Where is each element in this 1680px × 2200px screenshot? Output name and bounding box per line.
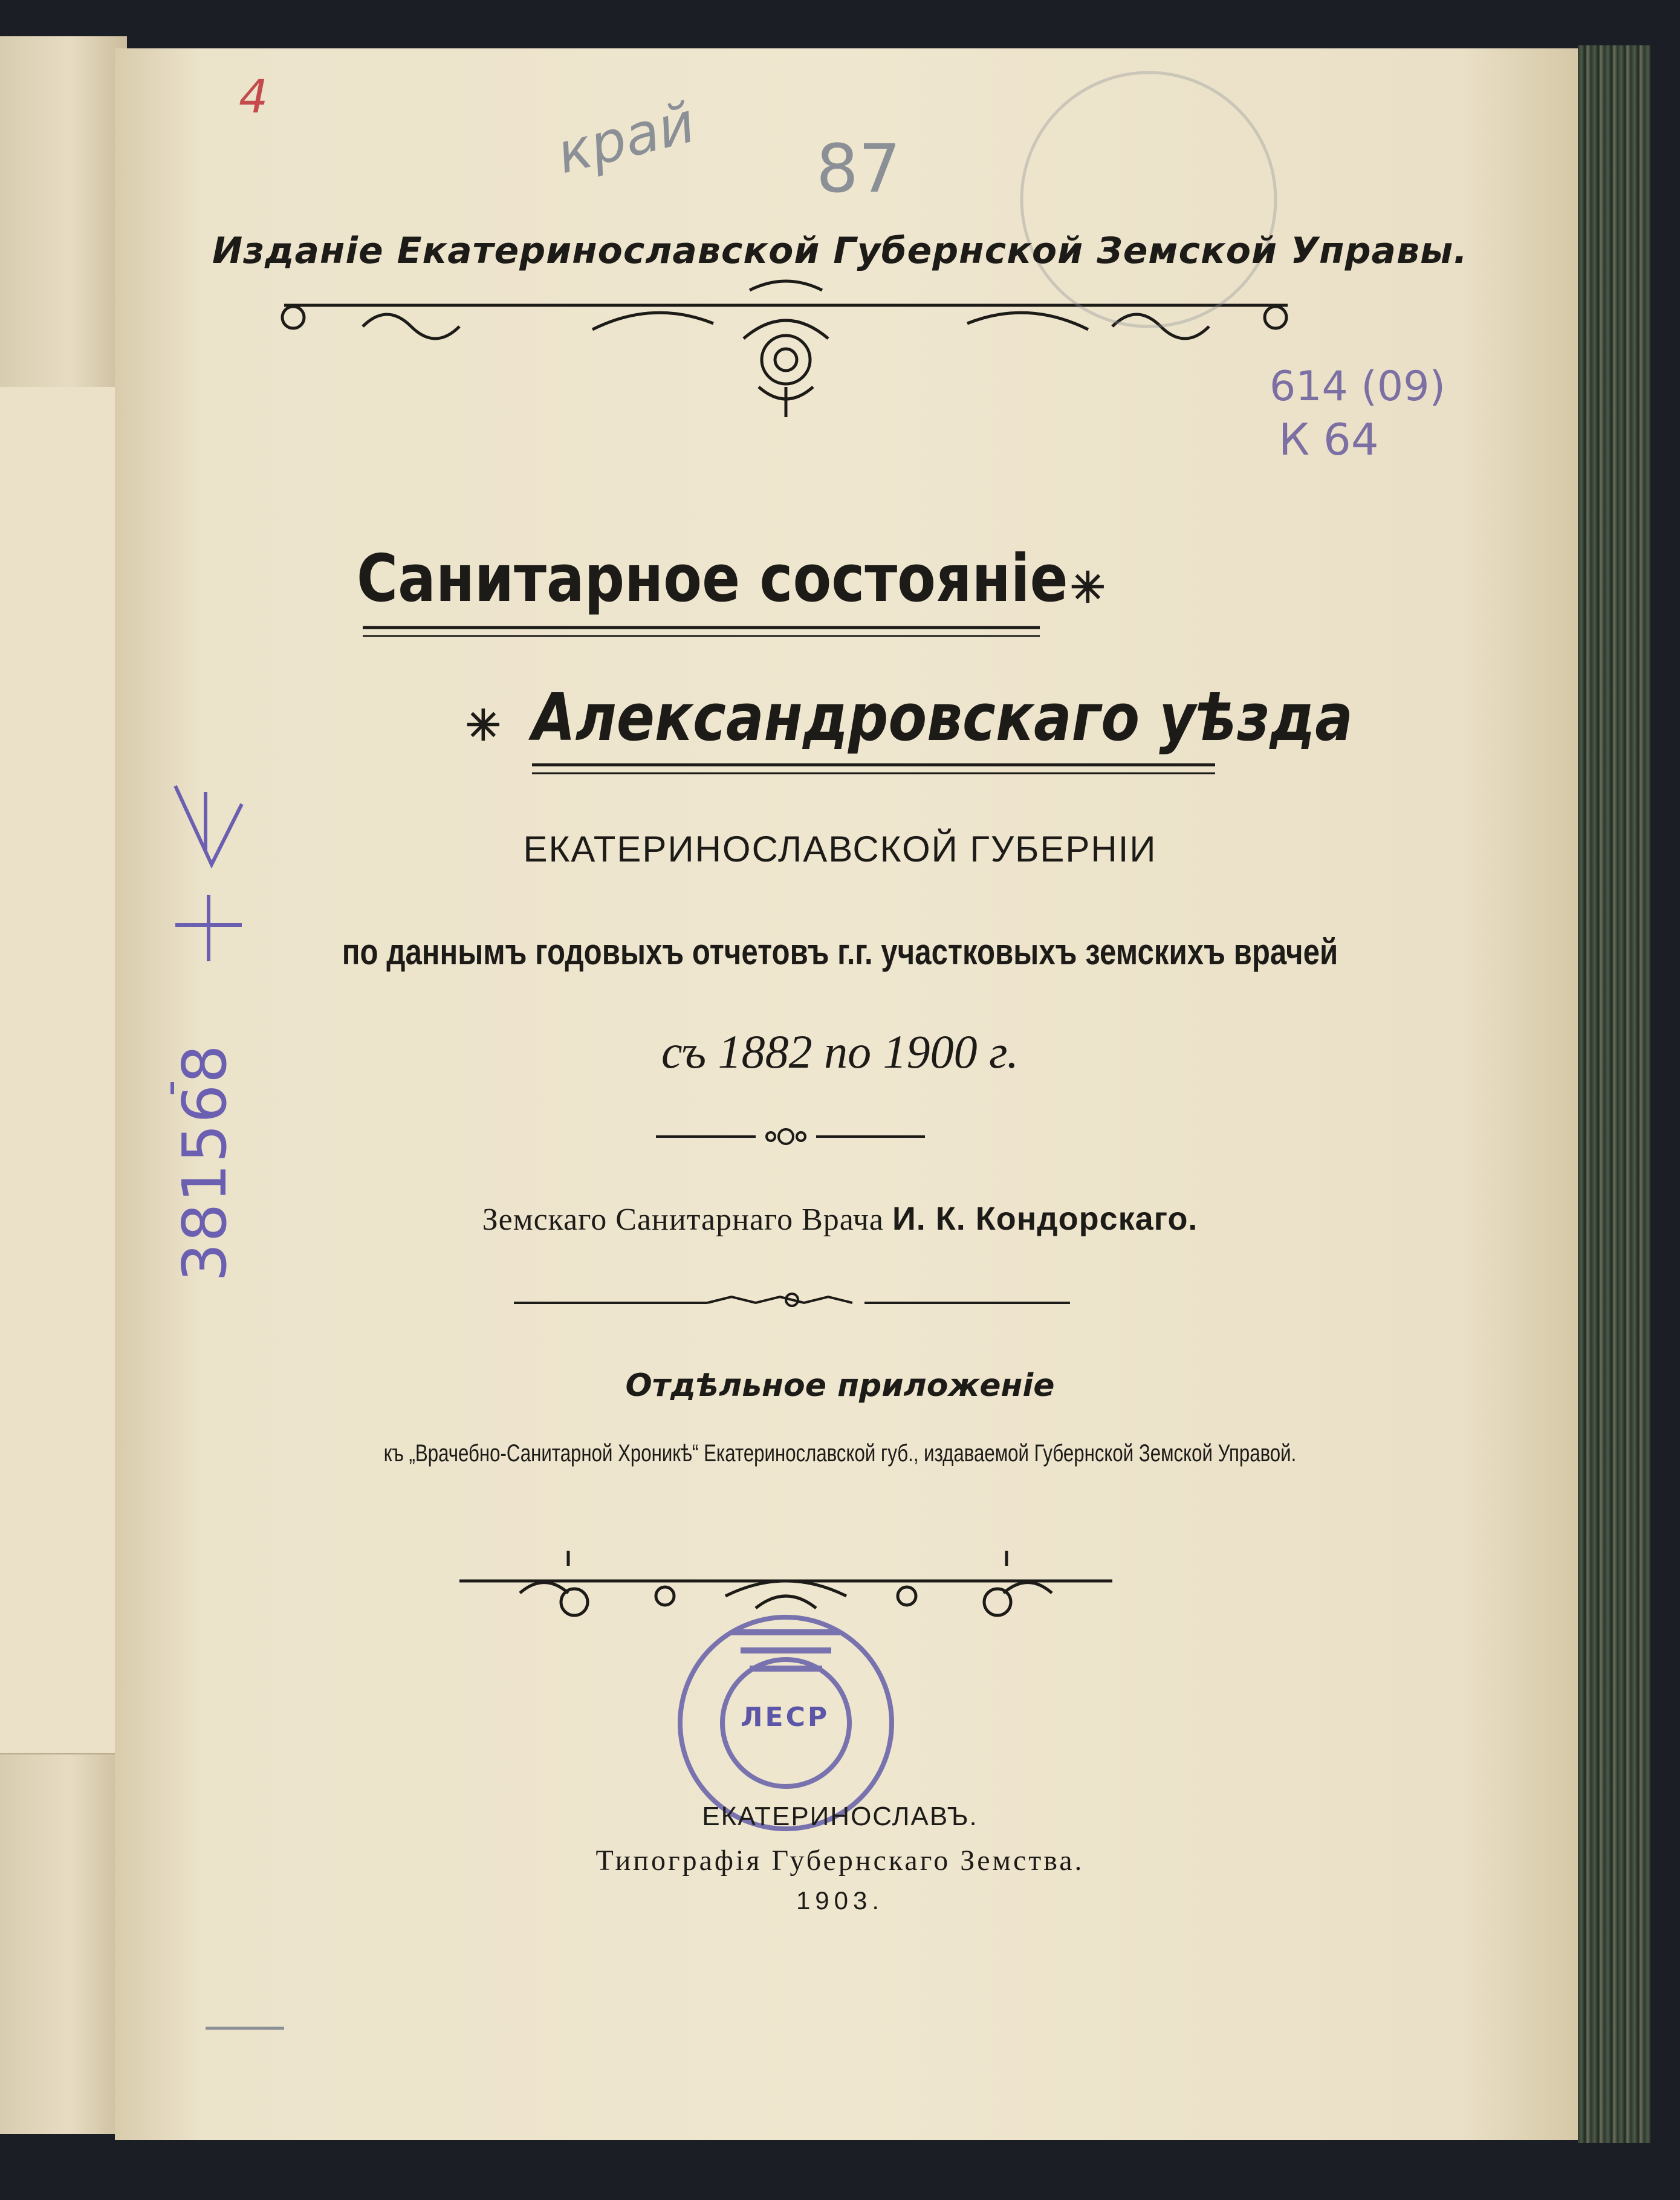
supplement-title: Отдѣльное приложеніе xyxy=(625,1368,1055,1404)
author-prefix: Земскаго Санитарнаго Врача xyxy=(482,1202,884,1237)
divider-2 xyxy=(514,1294,1070,1306)
red-page-mark: 4 xyxy=(239,70,268,123)
subtitle-province: ЕКАТЕРИНОСЛАВСКОЙ ГУБЕРНІИ xyxy=(523,829,1157,869)
shelf-code-1: 614 (09) xyxy=(1270,363,1445,410)
subtitle-years: съ 1882 по 1900 г. xyxy=(661,1025,1019,1078)
bottom-ornament xyxy=(459,1551,1112,1615)
inventory-number: 381568 xyxy=(169,1043,240,1282)
title-line-2: Александровскаго уѣзда xyxy=(532,680,1353,756)
publisher-header: Изданіе Екатеринославской Губернской Земской Управы. xyxy=(212,230,1468,272)
asterisk-ornament-icon: ✳ xyxy=(465,700,501,750)
stamp-text: ЛЕСР xyxy=(741,1702,830,1733)
divider-1 xyxy=(656,1129,925,1144)
top-ornament xyxy=(282,281,1288,417)
imprint-city: ЕКАТЕРИНОСЛАВЪ. xyxy=(702,1802,978,1831)
asterisk-ornament-icon: ✳ xyxy=(1070,562,1106,612)
imprint-year: 1903. xyxy=(796,1886,884,1915)
pencil-number: 87 xyxy=(816,130,901,207)
shelf-code-2: К 64 xyxy=(1279,414,1379,465)
imprint-press: Типографія Губернскаго Земства. xyxy=(595,1845,1085,1877)
subtitle-basis: по даннымъ годовыхъ отчетовъ г.г. участковыхъ земскихъ врачей xyxy=(342,932,1338,972)
supplement-text: къ „Врачебно-Санитарной Хроникѣ“ Екатеринославской губ., издаваемой Губернской Земской Управой. xyxy=(383,1440,1297,1467)
title-line-1: Санитарное состояніе xyxy=(357,541,1068,617)
pencil-word: край xyxy=(550,89,701,187)
author-line xyxy=(0,1200,1680,1238)
author-name: И. К. Кондорскаго. xyxy=(892,1201,1198,1237)
